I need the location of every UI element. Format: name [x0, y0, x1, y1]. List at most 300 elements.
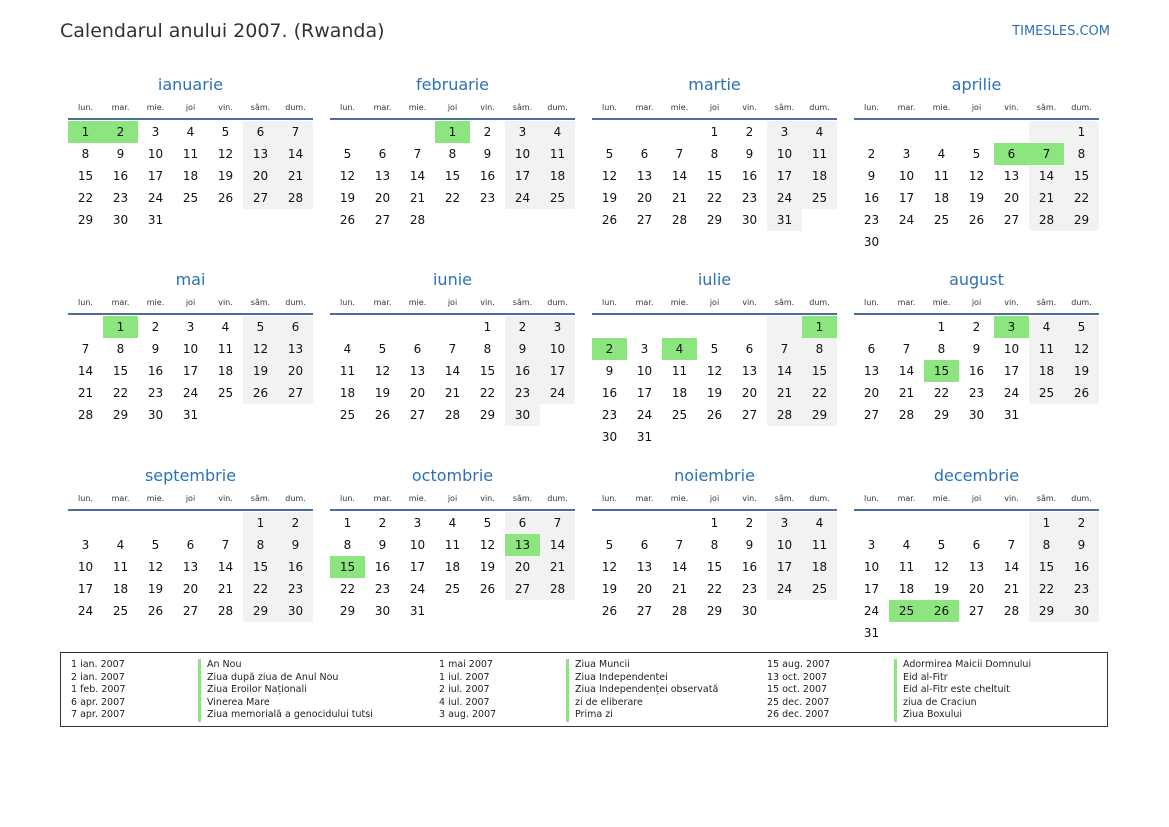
- holiday-row: [71, 697, 373, 710]
- day-cell: 21: [767, 382, 802, 404]
- day-cell: 18: [444, 560, 461, 574]
- day-cell: 31: [182, 408, 199, 422]
- holiday-name: Ziua Muncii: [566, 659, 630, 672]
- day-cell: 10: [409, 538, 426, 552]
- day-cell: 12: [601, 169, 618, 183]
- day-cell: 6: [505, 512, 540, 534]
- weekday-label: mar.: [635, 298, 654, 307]
- day-cell: 11: [802, 143, 837, 165]
- weekday-label: vin.: [218, 103, 233, 112]
- weekday-label: dum.: [285, 103, 306, 112]
- day-cell: 19: [479, 560, 496, 574]
- weekday-label: lun.: [340, 298, 355, 307]
- day-cell: 29: [706, 604, 723, 618]
- day-cell: 29: [1029, 600, 1064, 622]
- day-cell: 14: [444, 364, 461, 378]
- empty-cell: [208, 512, 243, 534]
- weekday-label: mie.: [146, 494, 165, 503]
- holiday-name: Ziua Boxului: [894, 709, 962, 722]
- day-cell: 17: [505, 165, 540, 187]
- day-cell: 12: [147, 560, 164, 574]
- day-cell: 17: [540, 360, 575, 382]
- empty-cell: [732, 316, 767, 338]
- day-cell: 10: [505, 143, 540, 165]
- day-cell: 20: [968, 582, 985, 596]
- day-cell: 12: [601, 560, 618, 574]
- day-cell: 22: [479, 386, 496, 400]
- day-cell: 15: [1029, 556, 1064, 578]
- empty-cell: [924, 121, 959, 143]
- site-link[interactable]: TIMESLES.COM: [1012, 24, 1110, 39]
- weekday-label: lun.: [78, 494, 93, 503]
- weekday-label: vin.: [742, 298, 757, 307]
- day-cell: 28: [540, 578, 575, 600]
- day-cell: 2: [483, 125, 492, 139]
- holiday-row: [767, 709, 1031, 722]
- month-august: [854, 268, 1099, 426]
- day-cell: 16: [741, 560, 758, 574]
- day-cell: 15: [1064, 165, 1099, 187]
- day-cell: 9: [378, 538, 387, 552]
- empty-cell: [400, 121, 435, 143]
- empty-cell: [173, 512, 208, 534]
- weekday-label: mie.: [932, 298, 951, 307]
- holiday-date: 2 ian. 2007: [71, 671, 125, 683]
- holiday-legend: [60, 652, 1108, 727]
- day-cell: 23: [505, 382, 540, 404]
- day-cell: 6: [972, 538, 981, 552]
- holiday-row: [439, 709, 718, 722]
- weekday-label: sâm.: [774, 298, 795, 307]
- weekday-label: sâm.: [774, 494, 795, 503]
- day-cell: 18: [540, 165, 575, 187]
- weekday-label: mar.: [111, 103, 130, 112]
- day-cell: 30: [968, 408, 985, 422]
- day-cell: 27: [182, 604, 199, 618]
- day-cell: 9: [505, 338, 540, 360]
- day-cell: 13: [182, 560, 199, 574]
- day-cell: 4: [116, 538, 125, 552]
- holiday-day-cell: 1: [103, 316, 138, 338]
- day-cell: 12: [933, 560, 950, 574]
- day-cell: 1: [483, 320, 492, 334]
- weekday-label: vin.: [218, 298, 233, 307]
- day-cell: 4: [186, 125, 195, 139]
- weekday-label: lun.: [602, 298, 617, 307]
- day-cell: 3: [540, 316, 575, 338]
- holiday-date: 6 apr. 2007: [71, 696, 126, 708]
- day-cell: 10: [147, 147, 164, 161]
- day-cell: 5: [605, 538, 614, 552]
- day-cell: 1: [1064, 121, 1099, 143]
- day-cell: 18: [802, 165, 837, 187]
- day-cell: 14: [671, 560, 688, 574]
- day-cell: 23: [601, 408, 618, 422]
- day-cell: 23: [278, 578, 313, 600]
- holiday-column: [767, 659, 1031, 722]
- empty-cell: [627, 316, 662, 338]
- day-cell: 16: [863, 191, 880, 205]
- month-name: februarie: [415, 75, 490, 94]
- holiday-date: 1 feb. 2007: [71, 684, 126, 696]
- day-cell: 23: [863, 213, 880, 227]
- empty-cell: [592, 316, 627, 338]
- day-cell: 14: [409, 169, 426, 183]
- month-octombrie: [330, 464, 575, 622]
- day-cell: 31: [1003, 408, 1020, 422]
- day-cell: 17: [767, 165, 802, 187]
- holiday-name: zi de eliberare: [566, 697, 643, 710]
- weekday-header: [854, 103, 1099, 120]
- day-cell: 30: [601, 430, 618, 444]
- day-cell: 15: [706, 560, 723, 574]
- day-cell: 5: [1064, 316, 1099, 338]
- holiday-row: [767, 684, 1031, 697]
- weekday-label: mie.: [670, 298, 689, 307]
- day-cell: 18: [671, 386, 688, 400]
- holiday-date: 15 aug. 2007: [767, 659, 831, 670]
- day-cell: 4: [937, 147, 946, 161]
- day-cell: 21: [540, 556, 575, 578]
- weekday-label: dum.: [1071, 298, 1092, 307]
- holiday-day-cell: 26: [924, 600, 959, 622]
- day-cell: 8: [710, 538, 719, 552]
- month-name: martie: [688, 75, 741, 94]
- weekday-label: lun.: [78, 103, 93, 112]
- day-cell: 10: [540, 338, 575, 360]
- day-cell: 29: [243, 600, 278, 622]
- day-cell: 10: [636, 364, 653, 378]
- holiday-row: [71, 659, 373, 672]
- empty-cell: [592, 512, 627, 534]
- month-name: mai: [175, 270, 206, 289]
- day-cell: 7: [1007, 538, 1016, 552]
- day-cell: 22: [339, 582, 356, 596]
- day-cell: 25: [217, 386, 234, 400]
- empty-cell: [994, 512, 1029, 534]
- day-cell: 19: [968, 191, 985, 205]
- day-cell: 24: [147, 191, 164, 205]
- holiday-column: [439, 659, 718, 722]
- weekday-label: vin.: [1004, 298, 1019, 307]
- weekday-label: joi: [185, 103, 196, 112]
- day-cell: 8: [802, 338, 837, 360]
- day-cell: 7: [413, 147, 422, 161]
- holiday-row: [767, 697, 1031, 710]
- day-cell: 19: [933, 582, 950, 596]
- weekday-label: mar.: [111, 298, 130, 307]
- month-mai: [68, 268, 313, 426]
- day-cell: 27: [278, 382, 313, 404]
- empty-cell: [924, 512, 959, 534]
- weekday-label: dum.: [547, 494, 568, 503]
- day-cell: 30: [1064, 600, 1099, 622]
- empty-cell: [627, 512, 662, 534]
- day-cell: 18: [802, 556, 837, 578]
- day-cell: 28: [1029, 209, 1064, 231]
- day-cell: 17: [636, 386, 653, 400]
- holiday-day-cell: 3: [994, 316, 1029, 338]
- weekday-label: sâm.: [1036, 494, 1057, 503]
- holiday-name: Vinerea Mare: [198, 697, 270, 710]
- day-cell: 18: [182, 169, 199, 183]
- day-cell: 9: [605, 364, 614, 378]
- day-cell: 27: [243, 187, 278, 209]
- weekday-label: joi: [709, 494, 720, 503]
- weekday-label: dum.: [1071, 103, 1092, 112]
- day-cell: 9: [972, 342, 981, 356]
- day-cell: 4: [540, 121, 575, 143]
- day-cell: 25: [1029, 382, 1064, 404]
- day-cell: 30: [278, 600, 313, 622]
- day-cell: 9: [151, 342, 160, 356]
- holiday-row: [439, 684, 718, 697]
- day-cell: 6: [278, 316, 313, 338]
- holiday-row: [439, 697, 718, 710]
- day-grid: [68, 512, 313, 622]
- day-cell: 16: [147, 364, 164, 378]
- day-cell: 30: [505, 404, 540, 426]
- day-cell: 8: [483, 342, 492, 356]
- holiday-day-cell: 25: [889, 600, 924, 622]
- day-cell: 21: [217, 582, 234, 596]
- holiday-date: 15 oct. 2007: [767, 684, 828, 696]
- weekday-label: mar.: [373, 298, 392, 307]
- day-cell: 23: [374, 582, 391, 596]
- holiday-name: Ziua Eroilor Naționali: [198, 684, 307, 697]
- day-cell: 6: [413, 342, 422, 356]
- day-cell: 22: [706, 582, 723, 596]
- day-cell: 20: [505, 556, 540, 578]
- day-cell: 11: [444, 538, 461, 552]
- day-cell: 12: [374, 364, 391, 378]
- day-cell: 12: [1064, 338, 1099, 360]
- empty-cell: [330, 316, 365, 338]
- day-cell: 7: [902, 342, 911, 356]
- day-cell: 23: [968, 386, 985, 400]
- day-cell: 20: [636, 191, 653, 205]
- day-cell: 16: [112, 169, 129, 183]
- day-cell: 5: [483, 516, 492, 530]
- day-cell: 17: [863, 582, 880, 596]
- holiday-day-cell: 1: [802, 316, 837, 338]
- weekday-label: mie.: [408, 298, 427, 307]
- day-cell: 26: [374, 408, 391, 422]
- day-cell: 14: [540, 534, 575, 556]
- weekday-label: lun.: [864, 103, 879, 112]
- weekday-label: vin.: [480, 103, 495, 112]
- page-title: Calendarul anului 2007. (Rwanda): [60, 20, 385, 42]
- day-cell: 9: [483, 147, 492, 161]
- day-cell: 12: [706, 364, 723, 378]
- empty-cell: [68, 512, 103, 534]
- day-cell: 22: [444, 191, 461, 205]
- weekday-label: sâm.: [250, 298, 271, 307]
- month-septembrie: [68, 464, 313, 622]
- day-cell: 10: [863, 560, 880, 574]
- day-cell: 22: [112, 386, 129, 400]
- day-cell: 5: [605, 147, 614, 161]
- day-cell: 23: [1064, 578, 1099, 600]
- day-cell: 3: [767, 121, 802, 143]
- day-cell: 9: [1064, 534, 1099, 556]
- day-cell: 14: [671, 169, 688, 183]
- day-cell: 7: [675, 147, 684, 161]
- day-cell: 16: [479, 169, 496, 183]
- day-cell: 25: [182, 191, 199, 205]
- day-grid: [854, 512, 1099, 644]
- day-cell: 19: [217, 169, 234, 183]
- day-cell: 6: [378, 147, 387, 161]
- day-cell: 25: [933, 213, 950, 227]
- day-cell: 23: [741, 582, 758, 596]
- day-cell: 22: [933, 386, 950, 400]
- day-cell: 3: [413, 516, 422, 530]
- holiday-day-cell: 4: [662, 338, 697, 360]
- day-cell: 16: [505, 360, 540, 382]
- month-name: iulie: [697, 270, 732, 289]
- holiday-day-cell: 13: [505, 534, 540, 556]
- weekday-label: vin.: [1004, 494, 1019, 503]
- empty-cell: [365, 316, 400, 338]
- holiday-date: 1 mai 2007: [439, 659, 493, 670]
- day-grid: [592, 316, 837, 448]
- weekday-label: mar.: [373, 103, 392, 112]
- holiday-date: 1 iul. 2007: [439, 671, 490, 683]
- weekday-label: dum.: [547, 103, 568, 112]
- empty-cell: [435, 316, 470, 338]
- day-cell: 13: [1003, 169, 1020, 183]
- day-cell: 28: [671, 213, 688, 227]
- day-cell: 21: [444, 386, 461, 400]
- day-cell: 21: [278, 165, 313, 187]
- day-cell: 9: [745, 538, 754, 552]
- day-cell: 13: [741, 364, 758, 378]
- day-cell: 26: [706, 408, 723, 422]
- day-cell: 21: [1029, 187, 1064, 209]
- empty-cell: [697, 316, 732, 338]
- weekday-label: joi: [709, 103, 720, 112]
- holiday-name: ziua de Craciun: [894, 697, 977, 710]
- weekday-label: dum.: [809, 298, 830, 307]
- day-cell: 31: [147, 213, 164, 227]
- day-cell: 5: [243, 316, 278, 338]
- empty-cell: [889, 121, 924, 143]
- day-cell: 6: [640, 538, 649, 552]
- weekday-label: mie.: [670, 103, 689, 112]
- day-cell: 17: [147, 169, 164, 183]
- day-cell: 8: [116, 342, 125, 356]
- day-cell: 7: [540, 512, 575, 534]
- day-cell: 13: [968, 560, 985, 574]
- day-cell: 4: [802, 512, 837, 534]
- day-cell: 21: [409, 191, 426, 205]
- day-cell: 16: [1064, 556, 1099, 578]
- day-cell: 20: [636, 582, 653, 596]
- day-cell: 17: [898, 191, 915, 205]
- day-cell: 14: [1029, 165, 1064, 187]
- weekday-header: [68, 103, 313, 120]
- day-cell: 13: [374, 169, 391, 183]
- day-cell: 5: [151, 538, 160, 552]
- day-cell: 25: [671, 408, 688, 422]
- weekday-label: lun.: [864, 298, 879, 307]
- weekday-label: mar.: [897, 494, 916, 503]
- weekday-label: sâm.: [1036, 298, 1057, 307]
- weekday-label: vin.: [218, 494, 233, 503]
- day-cell: 27: [505, 578, 540, 600]
- day-cell: 5: [378, 342, 387, 356]
- holiday-name: An Nou: [198, 659, 241, 672]
- day-cell: 4: [448, 516, 457, 530]
- day-cell: 24: [505, 187, 540, 209]
- day-cell: 18: [898, 582, 915, 596]
- holiday-row: [439, 659, 718, 672]
- day-cell: 15: [706, 169, 723, 183]
- day-cell: 11: [898, 560, 915, 574]
- weekday-label: vin.: [742, 103, 757, 112]
- day-cell: 21: [671, 191, 688, 205]
- weekday-label: mar.: [635, 103, 654, 112]
- day-cell: 26: [217, 191, 234, 205]
- month-name: august: [949, 270, 1004, 289]
- day-cell: 15: [802, 360, 837, 382]
- day-cell: 24: [409, 582, 426, 596]
- day-cell: 3: [151, 125, 160, 139]
- day-cell: 3: [505, 121, 540, 143]
- day-cell: 7: [448, 342, 457, 356]
- day-cell: 29: [1064, 209, 1099, 231]
- day-grid: [592, 512, 837, 622]
- empty-cell: [365, 121, 400, 143]
- weekday-header: [592, 103, 837, 120]
- day-cell: 8: [343, 538, 352, 552]
- day-cell: 14: [77, 364, 94, 378]
- month-name: septembrie: [144, 466, 237, 485]
- weekday-header: [68, 494, 313, 511]
- day-cell: 8: [448, 147, 457, 161]
- holiday-date: 7 apr. 2007: [71, 709, 126, 721]
- day-cell: 15: [444, 169, 461, 183]
- holiday-date: 3 aug. 2007: [439, 709, 497, 721]
- day-cell: 30: [741, 213, 758, 227]
- weekday-label: mie.: [146, 103, 165, 112]
- holiday-name: Adormirea Maicii Domnului: [894, 659, 1031, 672]
- day-cell: 14: [278, 143, 313, 165]
- day-cell: 16: [374, 560, 391, 574]
- day-cell: 6: [186, 538, 195, 552]
- weekday-label: lun.: [340, 103, 355, 112]
- day-cell: 17: [1003, 364, 1020, 378]
- day-cell: 25: [802, 578, 837, 600]
- day-cell: 9: [116, 147, 125, 161]
- day-cell: 15: [77, 169, 94, 183]
- day-cell: 17: [77, 582, 94, 596]
- day-cell: 15: [479, 364, 496, 378]
- weekday-label: sâm.: [250, 494, 271, 503]
- day-cell: 19: [601, 191, 618, 205]
- day-cell: 8: [1029, 534, 1064, 556]
- weekday-label: dum.: [547, 298, 568, 307]
- day-cell: 26: [601, 213, 618, 227]
- day-cell: 28: [1003, 604, 1020, 618]
- weekday-label: joi: [185, 494, 196, 503]
- month-name: ianuarie: [157, 75, 224, 94]
- day-cell: 20: [278, 360, 313, 382]
- day-cell: 29: [802, 404, 837, 426]
- month-decembrie: [854, 464, 1099, 644]
- day-cell: 1: [343, 516, 352, 530]
